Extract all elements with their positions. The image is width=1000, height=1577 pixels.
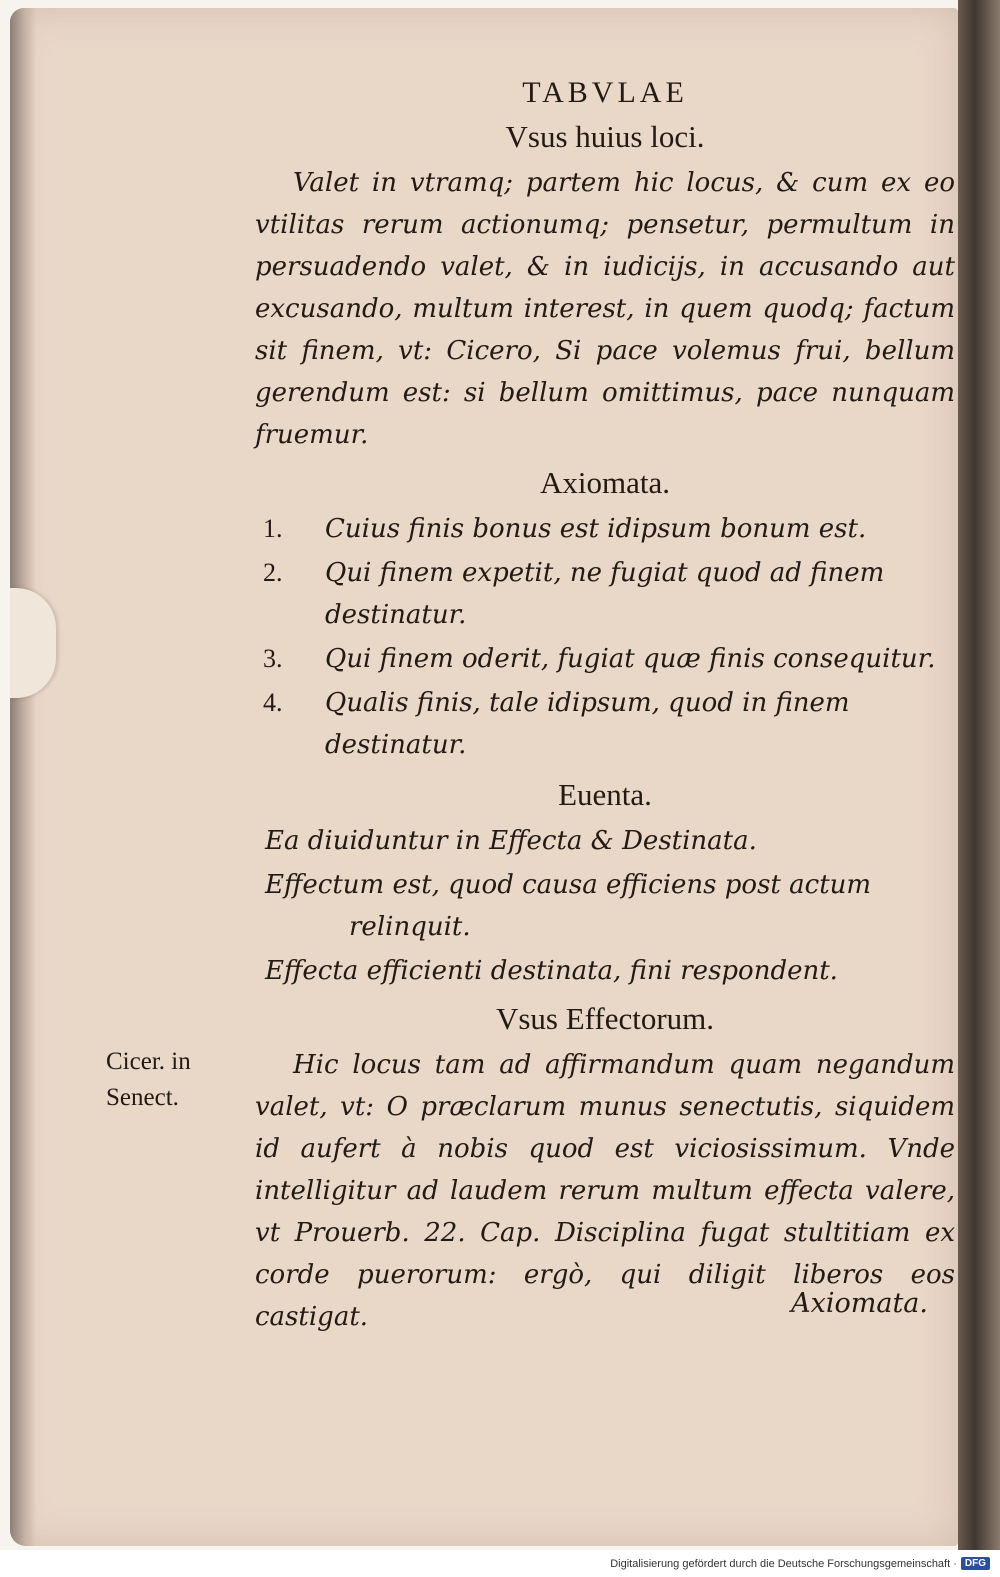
paragraph: Hic locus tam ad affirmandum quam negandum valet, vt: O præclarum munus senectutis, siquidem id aufert à nobis quod est viciosissimum. Vnde intelligitur ad laudem rerum multum effecta valere, vt Prouerb. 22. Cap. Disciplina fugat stultitiam ex corde puerorum: ergò, qui diligit liberos eos castigat. bbox=[255, 1050, 955, 1332]
definition-line: Effectum est, quod causa efficiens post actum relinquit. bbox=[265, 870, 872, 942]
axiom-text: Qui finem expetit, ne fugiat quod ad finem destinatur. bbox=[325, 558, 885, 630]
definition-block bbox=[265, 820, 955, 992]
axiom-item bbox=[255, 508, 955, 550]
axiom-list bbox=[255, 508, 955, 766]
euenta-heading: Euenta. bbox=[558, 777, 652, 812]
running-head: TABVLAE bbox=[522, 76, 688, 109]
axiom-text: Cuius finis bonus est idipsum bonum est. bbox=[325, 514, 867, 544]
text-column bbox=[255, 68, 955, 1344]
dfg-logo-icon: DFG bbox=[961, 1557, 990, 1570]
marginal-note bbox=[106, 1044, 246, 1116]
axiom-number: 2. bbox=[263, 558, 283, 587]
axiom-item bbox=[255, 638, 955, 680]
axiom-number: 4. bbox=[263, 688, 283, 717]
section-heading: Vsus Effectorum. bbox=[495, 1001, 715, 1036]
axiom-text: Qui finem oderit, fugiat quæ finis consequitur. bbox=[325, 644, 936, 674]
digitization-footer bbox=[0, 1550, 1000, 1577]
book-spine bbox=[958, 0, 1000, 1550]
marginal-note-line: Cicer. in bbox=[106, 1048, 191, 1075]
marginal-note-line: Senect. bbox=[106, 1084, 179, 1111]
page-edge-shadow bbox=[10, 8, 36, 1546]
axiom-text: Qualis finis, tale idipsum, quod in finem destinatur. bbox=[325, 688, 850, 760]
axiom-number: 1. bbox=[263, 514, 283, 543]
axiomata-heading: Axiomata. bbox=[540, 465, 670, 500]
definition-line: Ea diuiduntur in Effecta & Destinata. bbox=[265, 826, 757, 856]
axiom-item bbox=[255, 682, 955, 766]
definition-line: Effecta efficienti destinata, fini respondent. bbox=[265, 956, 838, 986]
paragraph: Valet in vtramq; partem hic locus, & cum ex eo vtilitas rerum actionumq; pensetur, permultum in persuadendo valet, & in iudicijs, in accusando aut excusando, multum interest, in quem quodq; factum sit finem, vt: Cicero, Si pace volemus frui, bellum gerendum est: si bellum omittimus, pace nunquam fruemur. bbox=[255, 168, 955, 450]
page-fold bbox=[10, 588, 56, 698]
axiom-item bbox=[255, 552, 955, 636]
section-heading: Vsus huius loci. bbox=[505, 119, 705, 154]
footer-credit: Digitalisierung gefördert durch die Deutsche Forschungsgemeinschaft · bbox=[610, 1557, 957, 1570]
catchword: Axiomata. bbox=[791, 1288, 928, 1319]
book-page bbox=[10, 8, 958, 1546]
axiom-number: 3. bbox=[263, 644, 283, 673]
